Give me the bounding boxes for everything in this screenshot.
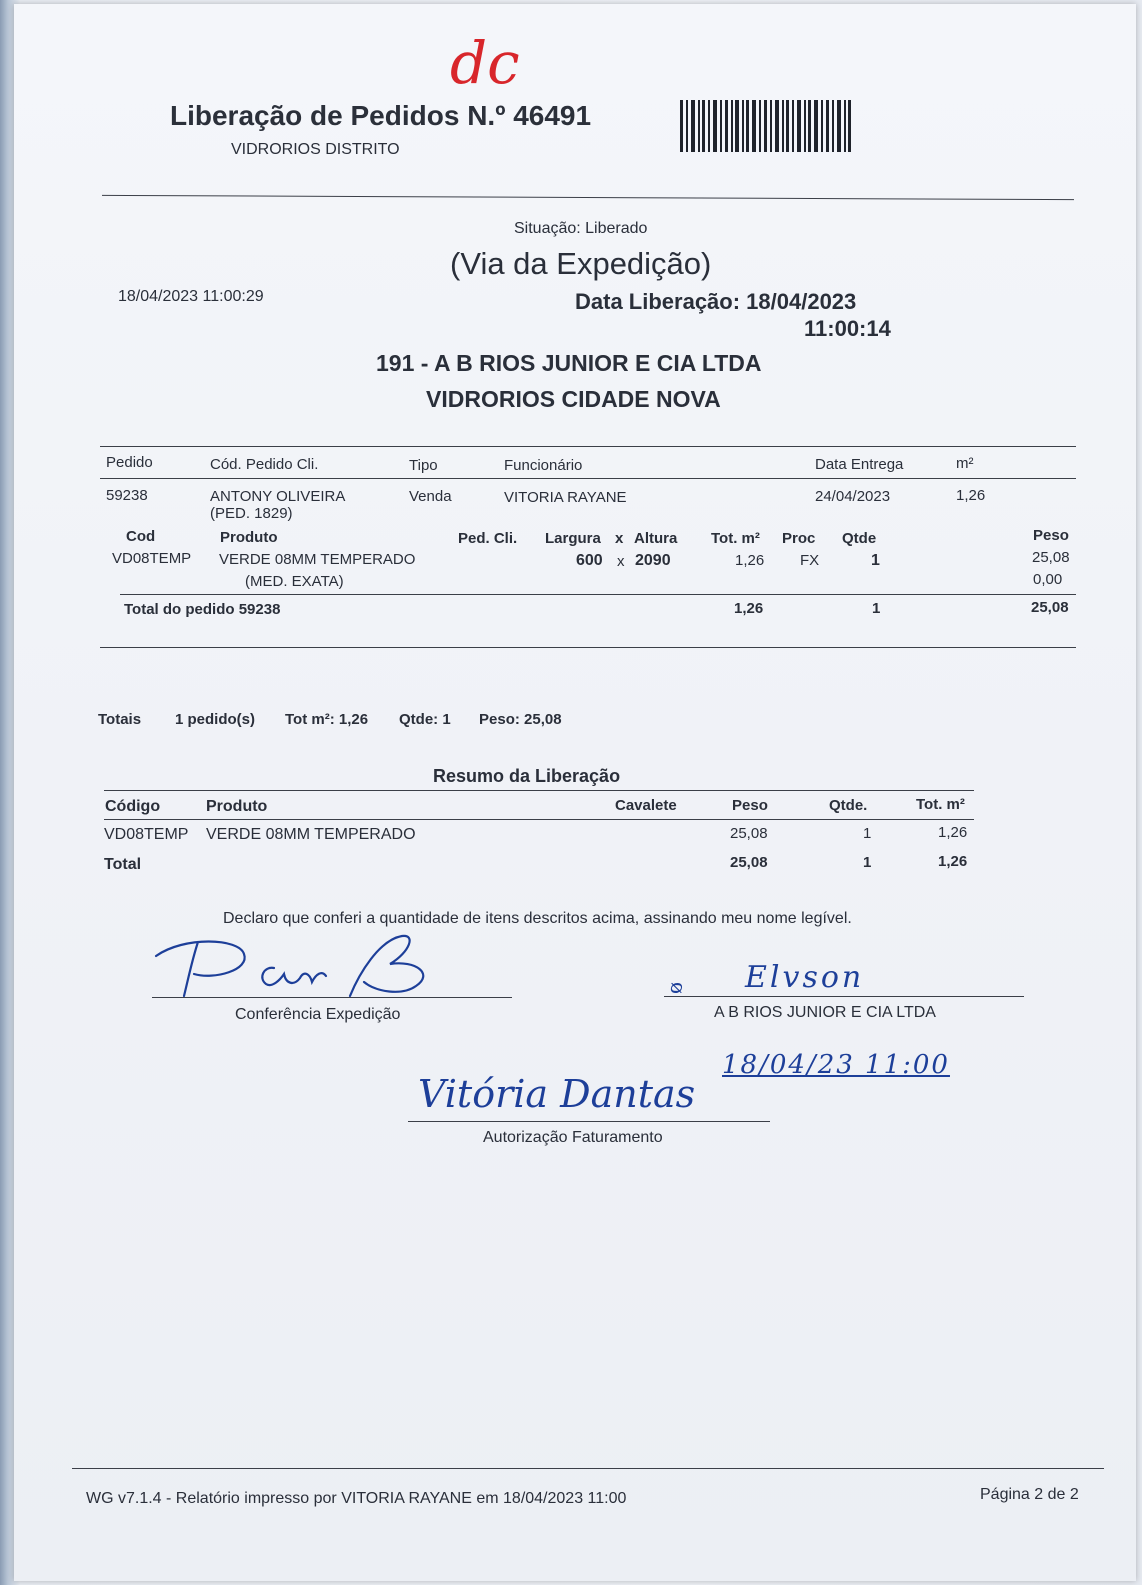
item-tot-m2-header: Tot. m² (711, 530, 760, 547)
signature-right-mark: ᴓ (670, 974, 683, 998)
footer-text: WG v7.1.4 - Relatório impresso por VITORIA RAYANE em 18/04/2023 11:00 (86, 1490, 627, 1507)
item-proc-header: Proc (782, 530, 816, 547)
summary-peso-header: Peso (732, 797, 768, 814)
summary-produto-header: Produto (206, 798, 268, 815)
item-altura-header: Altura (634, 530, 678, 547)
col-tipo-header: Tipo (409, 457, 438, 474)
item-produto-note: (MED. EXATA) (245, 573, 344, 590)
order-pedido: 59238 (106, 487, 148, 504)
col-data-entrega-header: Data Entrega (815, 456, 904, 473)
summary-qtde: 1 (863, 825, 872, 842)
barcode-icon (680, 100, 852, 152)
signature-label-bottom: Autorização Faturamento (483, 1129, 663, 1146)
totals-qtde: Qtde: 1 (399, 711, 451, 728)
summary-qtde-header: Qtde. (829, 797, 868, 814)
order-table-bottom-line (100, 647, 1076, 648)
order-m2: 1,26 (956, 487, 986, 504)
page-number: Página 2 de 2 (980, 1486, 1079, 1503)
item-largura-header: Largura (545, 530, 601, 547)
client-name: 191 - A B RIOS JUNIOR E CIA LTDA (376, 350, 762, 376)
summary-tot-m2: 1,26 (938, 824, 968, 841)
signature-line-bottom (408, 1121, 770, 1122)
client-branch: VIDRORIOS CIDADE NOVA (426, 386, 721, 412)
summary-peso: 25,08 (730, 825, 768, 842)
release-time: 11:00:14 (804, 316, 891, 341)
printed-timestamp: 18/04/2023 11:00:29 (118, 288, 264, 305)
item-x-header: x (615, 530, 624, 547)
order-total-label: Total do pedido 59238 (124, 601, 281, 618)
summary-header-line (104, 819, 974, 820)
totals-pedidos: 1 pedido(s) (175, 711, 256, 728)
page-title: Liberação de Pedidos N.º 46491 (170, 100, 592, 131)
signature-line-right (664, 996, 1024, 997)
totals-peso: Peso: 25,08 (479, 711, 562, 728)
summary-cavalete-header: Cavalete (615, 797, 677, 814)
situation-label: Situação: Liberado (514, 220, 648, 237)
order-total-line (120, 594, 1076, 595)
release-date: Data Liberação: 18/04/2023 (575, 289, 857, 314)
item-peso-extra: 0,00 (1033, 571, 1063, 588)
item-ped-cli-header: Ped. Cli. (458, 530, 518, 547)
summary-codigo: VD08TEMP (104, 826, 189, 843)
totals-m2: Tot m²: 1,26 (285, 711, 369, 728)
signature-line-left (152, 997, 512, 998)
footer-line (72, 1468, 1104, 1469)
red-initials: dc (450, 29, 520, 97)
company-name: VIDRORIOS DISTRITO (231, 141, 400, 158)
summary-total-label: Total (104, 856, 142, 873)
signature-label-right: A B RIOS JUNIOR E CIA LTDA (714, 1004, 936, 1021)
summary-top-line (104, 790, 974, 791)
order-table-header-line (100, 478, 1076, 479)
totals-label: Totais (98, 711, 142, 728)
header-divider (102, 195, 1074, 200)
summary-codigo-header: Código (105, 798, 161, 815)
item-peso: 25,08 (1032, 549, 1070, 566)
item-x: x (617, 553, 625, 570)
order-table-top-line (100, 446, 1076, 447)
order-data-entrega: 24/04/2023 (815, 488, 891, 505)
item-qtde-header: Qtde (842, 530, 877, 547)
summary-title: Resumo da Liberação (433, 766, 621, 786)
order-total-peso: 25,08 (1031, 599, 1069, 616)
col-pedido-header: Pedido (106, 454, 153, 471)
summary-total-peso: 25,08 (730, 854, 768, 871)
item-proc: FX (800, 552, 820, 569)
order-client-ref: (PED. 1829) (210, 505, 293, 522)
signature-label-left: Conferência Expedição (235, 1006, 401, 1023)
summary-total-m2: 1,26 (938, 853, 968, 870)
col-m2-header: m² (956, 455, 974, 472)
signature-bottom-handwriting: Vitória Dantas (418, 1072, 696, 1116)
item-cod-header: Cod (126, 528, 156, 545)
col-funcionario-header: Funcionário (504, 457, 583, 474)
order-tipo: Venda (409, 488, 452, 505)
item-produto-header: Produto (220, 529, 278, 546)
item-cod: VD08TEMP (112, 550, 192, 567)
item-largura: 600 (576, 552, 603, 569)
item-tot-m2: 1,26 (735, 552, 765, 569)
item-peso-header: Peso (1033, 527, 1069, 544)
declaration-text: Declaro que conferi a quantidade de itens descritos acima, assinando meu nome legível. (223, 910, 852, 927)
order-total-m2: 1,26 (734, 600, 764, 617)
col-cod-pedido-cli-header: Cód. Pedido Cli. (210, 456, 319, 473)
signature-right-handwriting: Elvson (745, 960, 865, 995)
order-total-qtde: 1 (872, 600, 881, 617)
order-client-name: ANTONY OLIVEIRA (210, 488, 346, 505)
summary-tot-m2-header: Tot. m² (916, 796, 965, 813)
item-qtde: 1 (871, 552, 880, 569)
copy-label: (Via da Expedição) (450, 246, 712, 281)
summary-total-qtde: 1 (863, 854, 872, 871)
order-funcionario: VITORIA RAYANE (504, 489, 627, 506)
handwritten-date: 18/04/23 11:00 (722, 1050, 950, 1080)
summary-produto: VERDE 08MM TEMPERADO (206, 826, 416, 843)
signature-conferencia (154, 930, 454, 1006)
item-altura: 2090 (635, 552, 671, 569)
item-produto: VERDE 08MM TEMPERADO (219, 551, 416, 568)
document-page (14, 4, 1136, 1581)
